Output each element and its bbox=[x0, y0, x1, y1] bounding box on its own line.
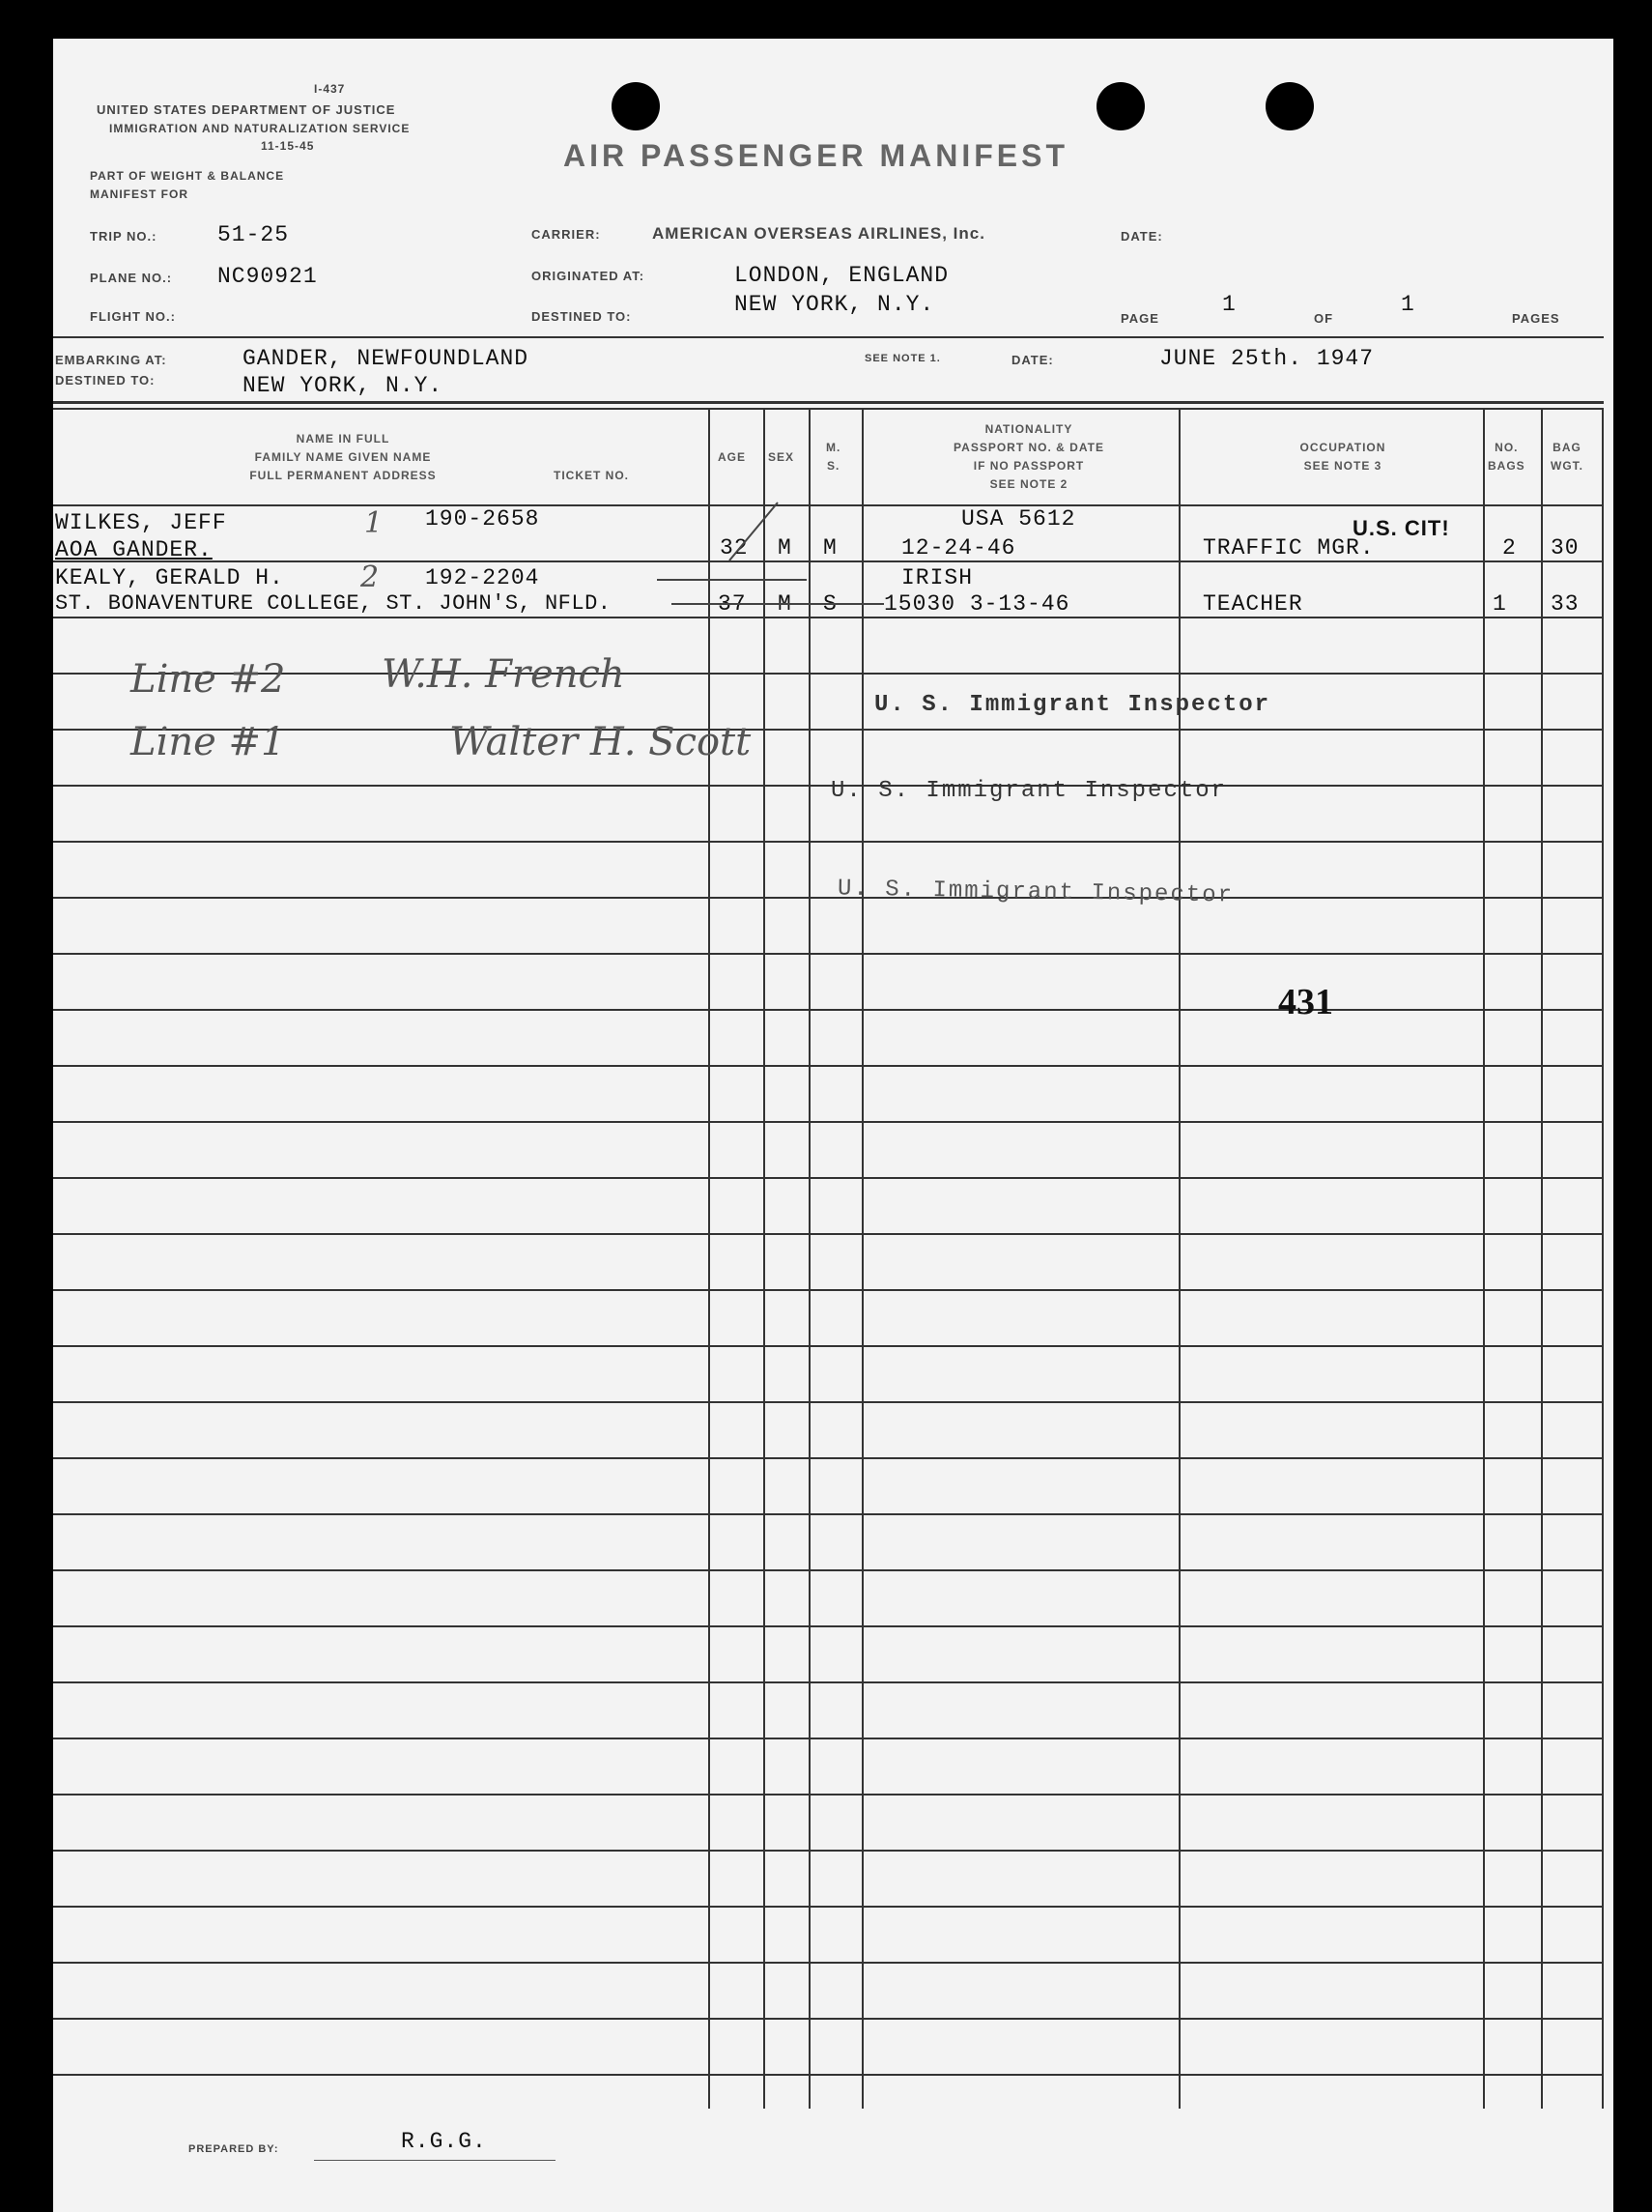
passenger-address: AOA GANDER. bbox=[55, 537, 213, 562]
plane-label: PLANE NO.: bbox=[90, 271, 173, 285]
passenger-occupation: TRAFFIC MGR. bbox=[1203, 535, 1375, 560]
trip-value: 51-25 bbox=[217, 222, 290, 247]
row-rule bbox=[53, 1962, 1604, 1964]
embark-date-label: DATE: bbox=[1011, 353, 1054, 367]
row-rule bbox=[53, 1681, 1604, 1683]
col-header-nationality: NATIONALITY PASSPORT NO. & DATE IF NO PASSPORT SEE NOTE 2 bbox=[954, 422, 1104, 491]
passenger-age: 32 bbox=[720, 535, 749, 560]
embark-destined-label: DESTINED TO: bbox=[55, 373, 156, 388]
passenger-passport: 15030 3-13-46 bbox=[884, 591, 1070, 617]
manifest-sheet bbox=[53, 39, 1613, 2212]
page-value: 1 bbox=[1222, 292, 1237, 317]
trip-label: TRIP NO.: bbox=[90, 229, 157, 244]
form-number: I-437 bbox=[314, 82, 346, 96]
handwritten-line-ref: Line #2 bbox=[130, 657, 286, 702]
originated-value: LONDON, ENGLAND bbox=[734, 263, 950, 288]
inspector-stamp: U. S. Immigrant Inspector bbox=[874, 692, 1271, 718]
handwritten-signature: Walter H. Scott bbox=[449, 720, 752, 764]
passenger-age: 37 bbox=[718, 591, 747, 617]
inspector-stamp: U. S. Immigrant Inspector bbox=[831, 778, 1228, 804]
row-rule bbox=[53, 1906, 1604, 1908]
passenger-weight: 33 bbox=[1551, 591, 1580, 617]
service-name: IMMIGRATION AND NATURALIZATION SERVICE bbox=[109, 122, 411, 135]
col-header-ms: M. S. bbox=[826, 441, 841, 473]
row-rule bbox=[53, 1009, 1604, 1011]
col-header-occupation: OCCUPATION SEE NOTE 3 bbox=[1299, 441, 1386, 473]
passenger-passport: 12-24-46 bbox=[901, 535, 1016, 560]
passenger-nationality: IRISH bbox=[901, 565, 974, 590]
row-rule bbox=[53, 2018, 1604, 2020]
destined-value: NEW YORK, N.Y. bbox=[734, 292, 935, 317]
passenger-marital: S bbox=[823, 591, 838, 617]
embark-date-value: JUNE 25th. 1947 bbox=[1159, 346, 1375, 371]
col-header-sex: SEX bbox=[768, 450, 795, 464]
row-rule bbox=[53, 1850, 1604, 1852]
embark-destined-value: NEW YORK, N.Y. bbox=[242, 373, 443, 398]
part-of-label-2: MANIFEST FOR bbox=[90, 187, 188, 201]
page-title: AIR PASSENGER MANIFEST bbox=[563, 138, 1068, 173]
passenger-marital: M bbox=[823, 535, 838, 560]
ticket-number: 190-2658 bbox=[425, 506, 540, 531]
handwritten-signature: W.H. French bbox=[382, 652, 625, 697]
line-mark: 2 bbox=[360, 560, 380, 594]
passenger-nationality: USA 5612 bbox=[961, 506, 1076, 531]
embarking-label: EMBARKING AT: bbox=[55, 353, 167, 367]
department-name: UNITED STATES DEPARTMENT OF JUSTICE bbox=[97, 102, 396, 117]
see-note-1: SEE NOTE 1. bbox=[865, 353, 941, 364]
pages-label: PAGES bbox=[1512, 311, 1560, 326]
of-label: OF bbox=[1314, 311, 1334, 326]
prepared-label: PREPARED BY: bbox=[188, 2143, 279, 2155]
row-rule bbox=[53, 1177, 1604, 1179]
row-rule bbox=[53, 1401, 1604, 1403]
row-rule bbox=[53, 841, 1604, 843]
row-rule bbox=[53, 953, 1604, 955]
destined-label: DESTINED TO: bbox=[531, 309, 632, 324]
handwritten-line-ref: Line #1 bbox=[130, 720, 286, 764]
originated-label: ORIGINATED AT: bbox=[531, 269, 645, 283]
row-rule bbox=[53, 1233, 1604, 1235]
row-rule bbox=[53, 1625, 1604, 1627]
of-value: 1 bbox=[1401, 292, 1415, 317]
row-rule bbox=[53, 2074, 1604, 2076]
passenger-name: KEALY, GERALD H. bbox=[55, 565, 284, 590]
flight-label: FLIGHT NO.: bbox=[90, 309, 176, 324]
carrier-label: CARRIER: bbox=[531, 227, 601, 242]
col-header-age: AGE bbox=[718, 450, 747, 464]
row-rule bbox=[53, 1065, 1604, 1067]
row-rule bbox=[53, 1457, 1604, 1459]
col-header-bags: NO. BAGS bbox=[1488, 441, 1525, 473]
pen-strokes bbox=[53, 39, 1613, 812]
embarking-value: GANDER, NEWFOUNDLAND bbox=[242, 346, 529, 371]
date-label: DATE: bbox=[1121, 229, 1163, 244]
row-rule bbox=[53, 1738, 1604, 1739]
row-rule bbox=[53, 897, 1604, 899]
line-mark: 1 bbox=[364, 506, 384, 540]
passenger-bags: 2 bbox=[1502, 535, 1517, 560]
row-rule bbox=[53, 1121, 1604, 1123]
page-stamp-number: 431 bbox=[1278, 982, 1333, 1022]
passenger-bags: 1 bbox=[1493, 591, 1507, 617]
col-header-weight: BAG WGT. bbox=[1551, 441, 1583, 473]
col-header-name: NAME IN FULL FAMILY NAME GIVEN NAME FULL PERMANENT ADDRESS bbox=[249, 432, 437, 482]
row-rule bbox=[53, 1569, 1604, 1571]
row-rule bbox=[53, 1794, 1604, 1795]
passenger-sex: M bbox=[778, 535, 792, 560]
carrier-value: AMERICAN OVERSEAS AIRLINES, Inc. bbox=[652, 224, 985, 243]
form-date: 11-15-45 bbox=[261, 139, 315, 153]
passenger-name: WILKES, JEFF bbox=[55, 510, 227, 535]
passenger-address: ST. BONAVENTURE COLLEGE, ST. JOHN'S, NFLD. bbox=[55, 591, 612, 616]
passenger-weight: 30 bbox=[1551, 535, 1580, 560]
citizen-stamp: U.S. CIT! bbox=[1353, 516, 1450, 540]
prepared-underline bbox=[314, 2160, 555, 2161]
page-label: PAGE bbox=[1121, 311, 1159, 326]
passenger-sex: M bbox=[778, 591, 792, 617]
row-rule bbox=[53, 1345, 1604, 1347]
inspector-stamp: U. S. Immigrant Inspector bbox=[837, 876, 1235, 909]
row-rule bbox=[53, 1289, 1604, 1291]
ticket-number: 192-2204 bbox=[425, 565, 540, 590]
part-of-label-1: PART OF WEIGHT & BALANCE bbox=[90, 169, 285, 183]
row-rule bbox=[53, 1513, 1604, 1515]
col-header-ticket: TICKET NO. bbox=[554, 469, 629, 482]
prepared-value: R.G.G. bbox=[401, 2129, 487, 2154]
passenger-occupation: TEACHER bbox=[1203, 591, 1303, 617]
plane-value: NC90921 bbox=[217, 264, 318, 289]
